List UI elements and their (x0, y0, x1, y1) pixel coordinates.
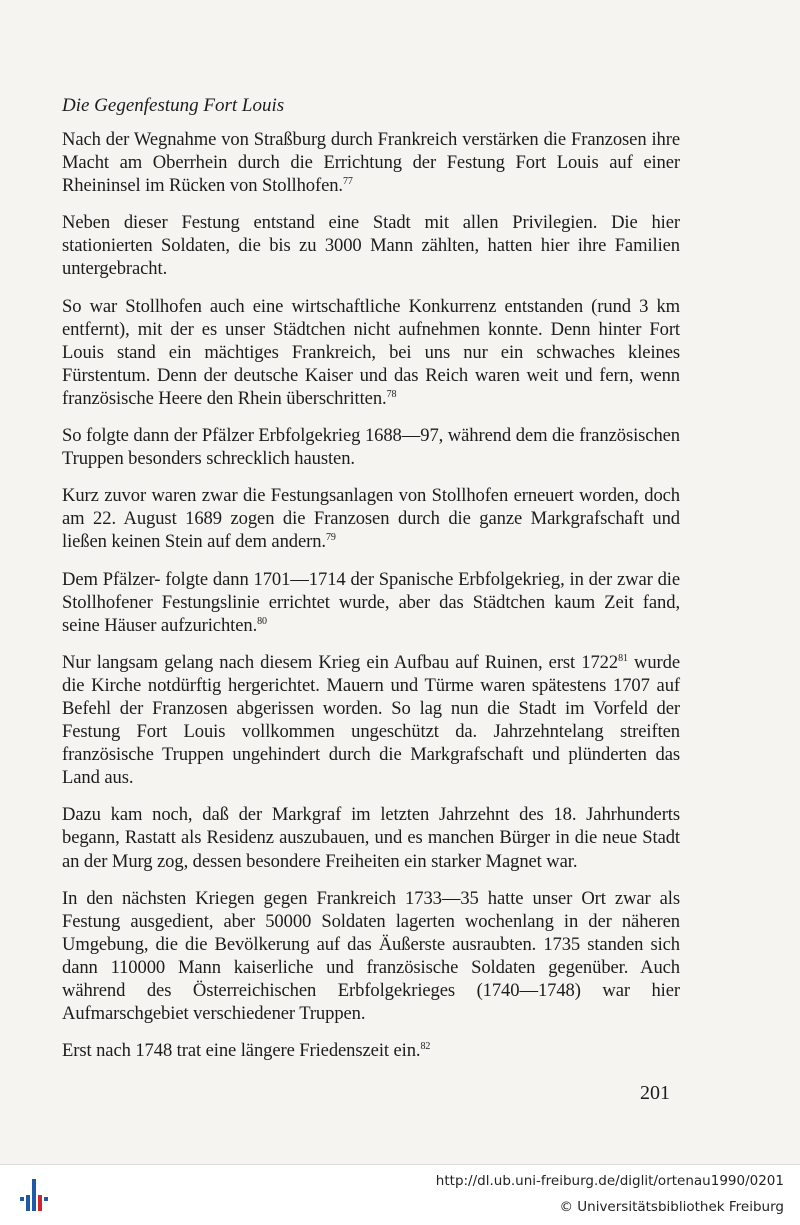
copyright-text: © Universitätsbibliothek Freiburg (559, 1199, 784, 1215)
paragraph: Neben dieser Festung entstand eine Stadt mit allen Privilegien. Die hier stationierten Soldaten, die bis zu 3000 Mann zählten, hatten hier ihre Familien untergebracht. (62, 212, 680, 280)
paragraph: Dem Pfälzer- folgte dann 1701—1714 der Spanische Erbfolgekrieg, in der zwar die Stollhofener Festungslinie errichtet wurde, aber das Städtchen kaum Zeit fand, seine Häuser aufzurichten.$^{80}$ (62, 568, 680, 636)
paragraph: Dazu kam noch, daß der Markgraf im letzten Jahrzehnt des 18. Jahrhunderts begann, Rastatt als Residenz auszubauen, und es manchen Bürger in die neue Stadt an der Murg zog, dessen besondere Freiheiten ein starker Magnet war. (62, 804, 680, 872)
paragraph: Nur langsam gelang nach diesem Krieg ein Aufbau auf Ruinen, erst 1722$^{81}$ wurde die Kirche notdürftig hergerichtet. Mauern und Türme waren spätestens 1707 auf Befehl der Franzosen abgerissen worden. So lag nun die Stadt im Vorfeld der Festung Fort Louis vollkommen ungeschützt da. Jahrzehntelang streiften französische Truppen ungehindert durch die Markgrafschaft und plünderten das Land aus. (62, 651, 680, 789)
footnote-ref[interactable]: 82 (420, 1041, 431, 1053)
section-heading: Die Gegenfestung Fort Louis (62, 95, 285, 116)
paragraph: Erst nach 1748 trat eine längere Friedenszeit ein.$^{82}$ (62, 1040, 431, 1062)
paragraph: So folgte dann der Pfälzer Erbfolgekrieg 1688—97, während dem die französischen Truppen besonders schrecklich hausten. (62, 425, 680, 470)
footnote-ref[interactable]: 80 (257, 615, 267, 627)
paragraph: Kurz zuvor waren zwar die Festungsanlagen von Stollhofen erneuert worden, doch am 22. August 1689 zogen die Franzosen durch die ganze Markgrafschaft und ließen keinen Stein auf dem andern.$^{79}$ (62, 485, 680, 553)
paragraph: So war Stollhofen auch eine wirtschaftliche Konkurrenz entstanden (rund 3 km entfernt), mit der es unser Städtchen nicht aufnehmen konnte. Denn hinter Fort Louis stand ein mächtiges Frankreich, bei uns nur ein schwaches kleines Fürstentum. Denn der deutsche Kaiser und das Reich waren weit und fern, wenn französische Heere den Rhein überschritten.$^{78}$ (62, 295, 680, 409)
paragraph: In den nächsten Kriegen gegen Frankreich 1733—35 hatte unser Ort zwar als Festung ausgedient, aber 50000 Soldaten lagerten wochenlang in der näheren Umgebung, die die Bevölkerung auf das Äußerste ausraubten. 1735 standen sich dann 110000 Mann kaiserliche und französische Soldaten gegenüber. Auch während des Österreichischen Erbfolgekrieges (1740—1748) war hier Aufmarschgebiet verschiedener Truppen. (62, 887, 680, 1025)
footer-bar (0, 1164, 800, 1225)
footnote-ref[interactable]: 79 (325, 532, 336, 544)
paragraph: Nach der Wegnahme von Straßburg durch Frankreich verstärken die Franzosen ihre Macht am Oberrhein durch die Errichtung der Festung Fort Louis auf einer Rheininsel im Rücken von Stollhofen.$^{77}$ (62, 129, 680, 197)
page-content (62, 94, 680, 1076)
ub-freiburg-logo-icon[interactable] (14, 1173, 50, 1217)
footnote-ref[interactable]: 81 (618, 652, 628, 664)
footnote-ref[interactable]: 77 (342, 176, 353, 188)
page-number: 201 (640, 1082, 670, 1104)
source-url-link[interactable]: http://dl.ub.uni-freiburg.de/diglit/ortenau1990/0201 (435, 1173, 784, 1189)
footnote-ref[interactable]: 78 (386, 388, 397, 400)
